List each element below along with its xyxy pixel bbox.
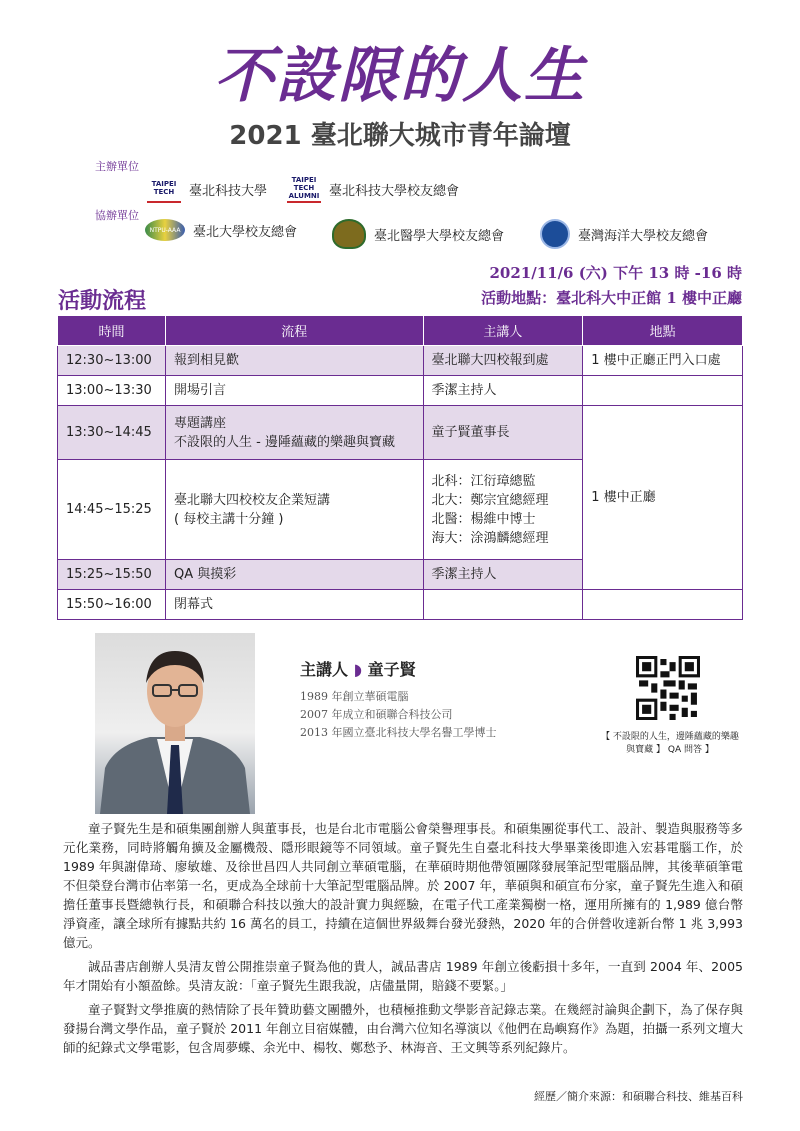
taipei-tech-alumni-logo: TAIPEI TECH ALUMNI	[287, 175, 321, 203]
location-cell	[583, 590, 743, 620]
schedule-table	[57, 315, 743, 620]
speaker-cell	[423, 590, 583, 620]
co-host-label: 協辦單位	[95, 209, 139, 222]
bio-paragraph: 童子賢對文學推廣的熱情除了長年贊助藝文團體外，也積極推動文學影音記錄志業。在幾經討論與企劃下，為了保存與發揚台灣文學作品，童子賢於 2011 年創立目宿媒體，由台灣六位知名導演以《他們在島嶼寫作》為題，拍攝一系列文壇大師的紀錄式文學電影，包含周夢蝶、余光中、楊牧、鄭愁予、林海音、王文興等系列紀錄片。	[63, 1002, 743, 1055]
bio-paragraph: 誠品書店創辦人吳清友曾公開推崇童子賢為他的貴人，誠品書店 1989 年創立後虧損十多年，一直到 2004 年、2005 年才開始有小額盈餘。吳清友說：「童子賢先生跟我說，店儘量開，賠錢不要緊。」	[63, 959, 743, 993]
host-label: 主辦單位	[95, 160, 139, 173]
column-header: 流程	[165, 316, 423, 346]
ntou-alumni-logo	[540, 219, 570, 249]
item-cell: QA 與摸彩	[165, 560, 423, 590]
speaker-cell: 臺北聯大四校報到處	[423, 346, 583, 376]
item-cell	[165, 460, 423, 560]
speaker-line: 北醫：楊維中博士	[431, 511, 536, 527]
tmu-alumni-logo	[332, 219, 366, 249]
time-cell: 15:25~15:50	[58, 560, 166, 590]
qr-code-icon[interactable]	[636, 656, 700, 720]
time-cell: 14:45~15:25	[58, 460, 166, 560]
schedule-heading: 活動流程	[58, 288, 147, 314]
speaker-line: 海大：涂鴻麟總經理	[431, 530, 549, 546]
table-header-row	[58, 316, 743, 346]
event-date: 2021/11/6 (六) 下午 13 時 -16 時	[489, 264, 742, 282]
item-cell	[165, 406, 423, 460]
page-subtitle: 2021 臺北聯大城市青年論壇	[229, 121, 571, 151]
item-line: 專題講座	[173, 415, 226, 431]
item-line: 臺北聯大四校校友企業短講	[173, 492, 330, 508]
column-header: 時間	[58, 316, 166, 346]
table-row	[58, 406, 743, 460]
source-note: 經歷／簡介來源：和碩聯合科技、維基百科	[534, 1090, 743, 1103]
speaker-line: 北科：江衍璋總監	[431, 473, 536, 489]
event-venue: 活動地點：臺北科大中正館 1 樓中正廳	[481, 289, 742, 307]
time-cell: 13:00~13:30	[58, 376, 166, 406]
speaker-bio	[63, 819, 743, 1062]
item-cell: 閉幕式	[165, 590, 423, 620]
item-cell: 開場引言	[165, 376, 423, 406]
speaker-cell: 季潔主持人	[423, 560, 583, 590]
host-org	[147, 175, 267, 203]
career-item: 2013 年國立臺北科技大學名譽工學博士	[300, 726, 497, 739]
item-cell: 報到相見歡	[165, 346, 423, 376]
ntpu-alumni-logo: NTPU-AAA	[145, 219, 185, 241]
table-row	[58, 376, 743, 406]
co-host-org	[145, 219, 297, 241]
location-cell	[583, 376, 743, 406]
item-line: ( 每校主講十分鐘 )	[173, 511, 284, 527]
column-header: 主講人	[423, 316, 583, 346]
co-host-org	[332, 219, 504, 249]
speaker-line: 北大：鄭宗宜總經理	[431, 492, 549, 508]
table-row	[58, 590, 743, 620]
taipei-tech-logo: TAIPEI TECH	[147, 175, 181, 203]
table-row	[58, 346, 743, 376]
qr-caption: 【 不設限的人生，邊陲蘊藏的樂趣與寶藏 】 QA 問答 】	[601, 732, 739, 755]
triangle-marker-icon: ◗	[353, 660, 363, 679]
time-cell: 13:30~14:45	[58, 406, 166, 460]
speaker-photo	[95, 633, 255, 814]
speaker-cell: 季潔主持人	[423, 376, 583, 406]
time-cell: 15:50~16:00	[58, 590, 166, 620]
page-title: 不設限的人生	[214, 41, 586, 111]
column-header: 地點	[583, 316, 743, 346]
career-item: 2007 年成立和碩聯合科技公司	[300, 708, 453, 721]
location-cell: 1 樓中正廳正門入口處	[583, 346, 743, 376]
co-host-org-name: 臺北大學校友總會	[193, 224, 298, 240]
speaker-heading	[300, 657, 416, 680]
speaker-label: 主講人	[300, 660, 349, 679]
time-cell: 12:30~13:00	[58, 346, 166, 376]
speaker-name: 童子賢	[367, 660, 416, 679]
host-org	[287, 175, 459, 203]
co-host-org	[540, 219, 708, 249]
location-cell: 1 樓中正廳	[583, 406, 743, 590]
speaker-cell	[423, 460, 583, 560]
career-item: 1989 年創立華碩電腦	[300, 690, 409, 703]
speaker-portrait-image	[95, 633, 255, 814]
host-org-name: 臺北科技大學校友總會	[329, 183, 460, 199]
co-host-org-name: 臺北醫學大學校友總會	[374, 228, 505, 244]
item-line: 不設限的人生 - 邊陲蘊藏的樂趣與寶藏	[173, 434, 395, 450]
co-host-org-name: 臺灣海洋大學校友總會	[578, 228, 709, 244]
speaker-cell: 童子賢董事長	[423, 406, 583, 460]
host-org-name: 臺北科技大學	[189, 183, 268, 199]
bio-paragraph: 童子賢先生是和碩集團創辦人與董事長，也是台北市電腦公會榮譽理事長。和碩集團從事代工、設計、製造與服務等多元化業務，同時將觸角擴及金屬機殼、隱形眼鏡等不同領域。童子賢先生自臺北科技大學畢業後即進入宏碁電腦工作，於 1989 年與謝偉琦、廖敏雄、及徐世昌四人共同創立華碩電腦，在華碩時期他帶領團隊發展筆記型電腦品牌，其後華碩筆電不但榮登台灣市佔率第一名，更成為全球前十大筆記型電腦品牌。於 2007 年，華碩與和碩宣布分家，童子賢先生進入和碩擔任董事長暨總執行長，和碩聯合科技以強大的設計實力與經驗，在電子代工產業獨樹一格，運用所擁有的 1,989 億台幣淨資產，讓全球所有據點共約 16 萬名的員工，持續在這個世界級舞台發光發熱，2020 年的合併營收達新台幣 1 兆 3,993 億元。	[63, 821, 743, 950]
